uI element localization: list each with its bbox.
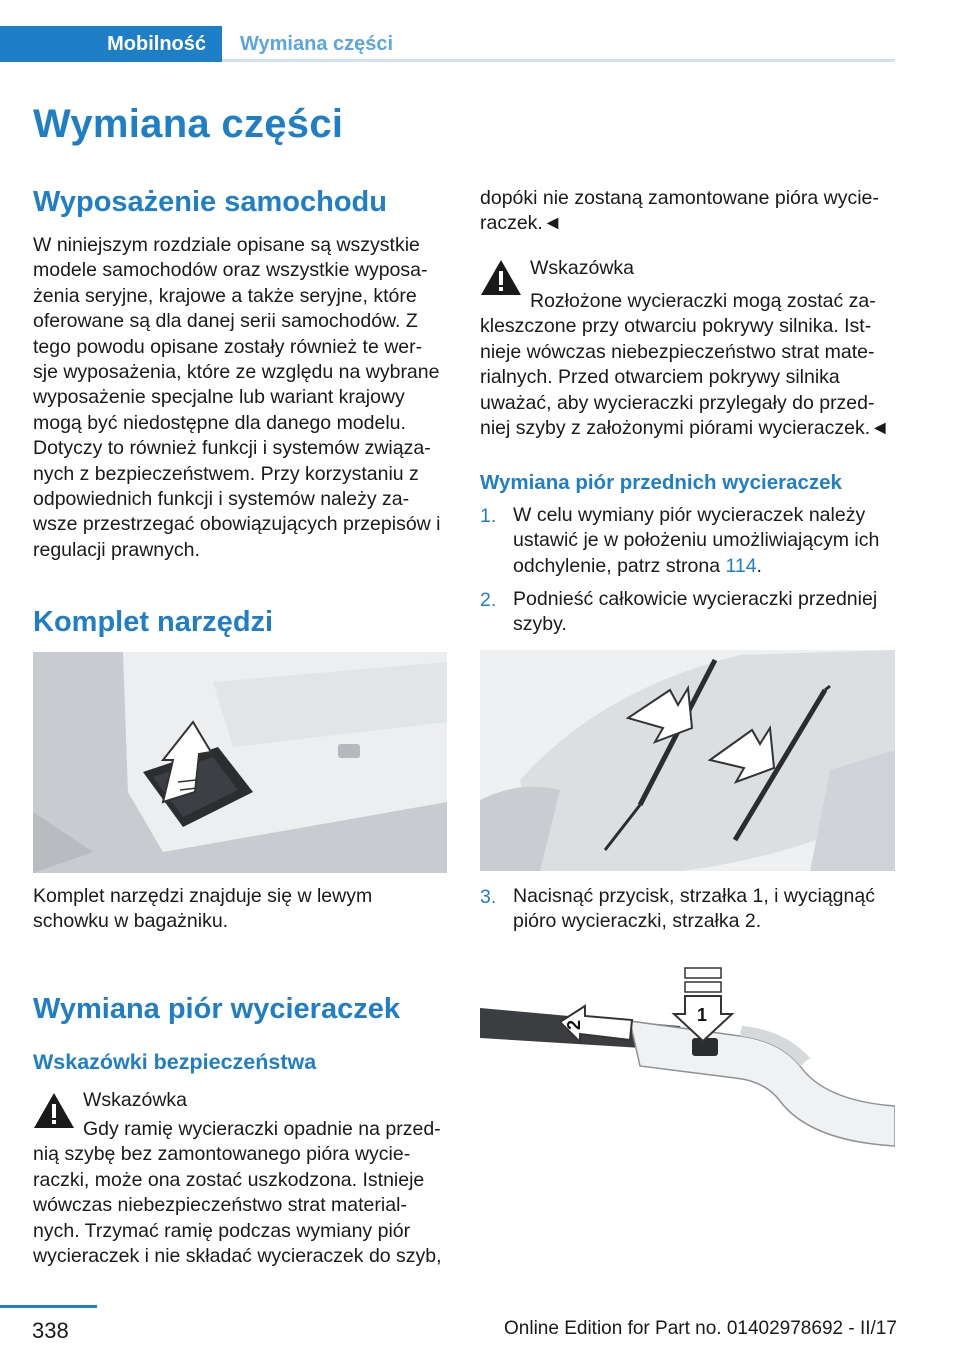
- tab-wymiana-czesci[interactable]: Wymiana części: [240, 33, 394, 55]
- warning1-text: [33, 1117, 453, 1269]
- text-line: W niniejszym rozdziale opisane są wszystkie: [33, 234, 420, 256]
- text-line: Dotyczy to również funkcji i systemów związa‐: [33, 437, 431, 460]
- step-number: 2.: [480, 589, 497, 611]
- text-line: wówczas niebezpieczeństwo strat material‐: [33, 1194, 407, 1217]
- subsection-title-przednie: Wymiana piór przednich wycieraczek: [480, 471, 842, 494]
- text-line: Gdy ramię wycieraczki opadnie na przed‐: [83, 1118, 441, 1140]
- text-line: kleszczone przy otwarciu pokrywy silnika. Ist‐: [480, 315, 872, 338]
- text-line: szyby.: [513, 613, 567, 636]
- page-title: Wymiana części: [33, 102, 344, 146]
- text-line: nią szybę bez zamontowanego pióra wycie‐: [33, 1143, 411, 1166]
- text-line: sje wyposażenia, które ze względu na wybrane: [33, 361, 440, 384]
- step-number: 1.: [480, 505, 497, 527]
- text-line: Komplet narzędzi znajduje się w lewym: [33, 885, 373, 907]
- step-2-text: [513, 587, 898, 638]
- text-line: niej szyby z założonymi piórami wycieraczek.◄: [480, 417, 890, 440]
- text-line: dopóki nie zostaną zamontowane pióra wycie‐: [480, 187, 879, 209]
- text-line: tego powodu opisane zostały również te wer‐: [33, 335, 423, 358]
- page-number: 338: [32, 1318, 69, 1343]
- chapter-header: [0, 26, 895, 62]
- text-fragment: odchylenie, patrz strona: [513, 554, 726, 577]
- text-line: raczki, może ona zostać uszkodzona. Istnieje: [33, 1168, 425, 1191]
- windshield-illustration: [480, 650, 895, 871]
- section-title-komplet: Komplet narzędzi: [33, 606, 274, 638]
- text-line: wsze przestrzegać obowiązujących przepisów i: [33, 513, 441, 536]
- text-line: nych. Trzymać ramię podczas wymiany piór: [33, 1219, 411, 1242]
- text-line: Podnieść całkowicie wycieraczki przedniej: [513, 588, 878, 610]
- toolkit-caption: [33, 884, 453, 935]
- text-line: uważać, aby wycieraczki przylegały do przed‐: [480, 391, 875, 414]
- header-divider: [222, 59, 895, 62]
- edition-note: Online Edition for Part no. 01402978692 - II/17: [504, 1318, 897, 1339]
- text-line: regulacji prawnych.: [33, 538, 200, 561]
- step-1-text: [513, 503, 898, 579]
- text-line: pióro wycieraczki, strzałka 2.: [513, 910, 762, 933]
- text-line: nieje wówczas niebezpieczeństwo strat mate‐: [480, 340, 875, 363]
- text-line: modele samochodów oraz wszystkie wyposa‐: [33, 259, 428, 282]
- toolkit-image: [33, 652, 447, 873]
- warning1-heading: Wskazówka: [83, 1089, 188, 1111]
- text-line: Nacisnąć przycisk, strzałka 1, i wyciągnąć: [513, 885, 875, 907]
- continued-text: [480, 186, 900, 237]
- section-title-wycieraczki: Wymiana piór wycieraczek: [33, 993, 400, 1025]
- text-fragment: .: [756, 554, 762, 577]
- tab-mobilnosc[interactable]: Mobilność: [0, 26, 222, 62]
- arrow-2-label: 2: [564, 1019, 584, 1030]
- subsection-title-bezpieczenstwo: Wskazówki bezpieczeństwa: [33, 1050, 317, 1074]
- page-reference-link[interactable]: 114: [725, 554, 757, 577]
- text-line: schowku w bagażniku.: [33, 910, 229, 933]
- text-line: wycieraczek i nie składać wycieraczek do szyb,: [33, 1245, 442, 1268]
- warning2-text: [480, 289, 900, 441]
- trunk-illustration: [33, 652, 447, 873]
- wiper-blade-illustration: [480, 966, 895, 1168]
- step-3-text: [513, 884, 898, 935]
- footer-divider: [0, 1305, 97, 1308]
- text-line: raczek.◄: [480, 212, 563, 235]
- text-line: ustawić je w położeniu umożliwiającym ich: [513, 529, 880, 552]
- warning2-heading: Wskazówka: [530, 257, 635, 279]
- text-line: oferowane są dla danej serii samochodów. Z: [33, 310, 418, 333]
- wiper-blade-image: [480, 966, 895, 1168]
- arrow-1-label: 1: [697, 1005, 708, 1025]
- text-line: mogą być niedostępne dla danego modelu.: [33, 411, 406, 434]
- text-line: wyposażenie specjalne lub wariant krajowy: [33, 386, 405, 409]
- text-line: nych z bezpieczeństwem. Przy korzystaniu z: [33, 462, 419, 485]
- step-number: 3.: [480, 886, 497, 908]
- section-title-wyposazenie: Wyposażenie samochodu: [33, 186, 387, 218]
- text-line: [513, 554, 898, 579]
- windshield-wipers-image: [480, 650, 895, 871]
- section-wyposazenie-text: [33, 233, 453, 563]
- text-line: żenia seryjne, krajowe a także seryjne, które: [33, 284, 417, 307]
- text-line: W celu wymiany piór wycieraczek należy: [513, 504, 866, 526]
- text-line: rialnych. Przed otwarciem pokrywy silnika: [480, 366, 840, 389]
- text-line: odpowiednich funkcji i systemów należy za‐: [33, 488, 410, 511]
- text-line: Rozłożone wycieraczki mogą zostać za‐: [530, 290, 876, 312]
